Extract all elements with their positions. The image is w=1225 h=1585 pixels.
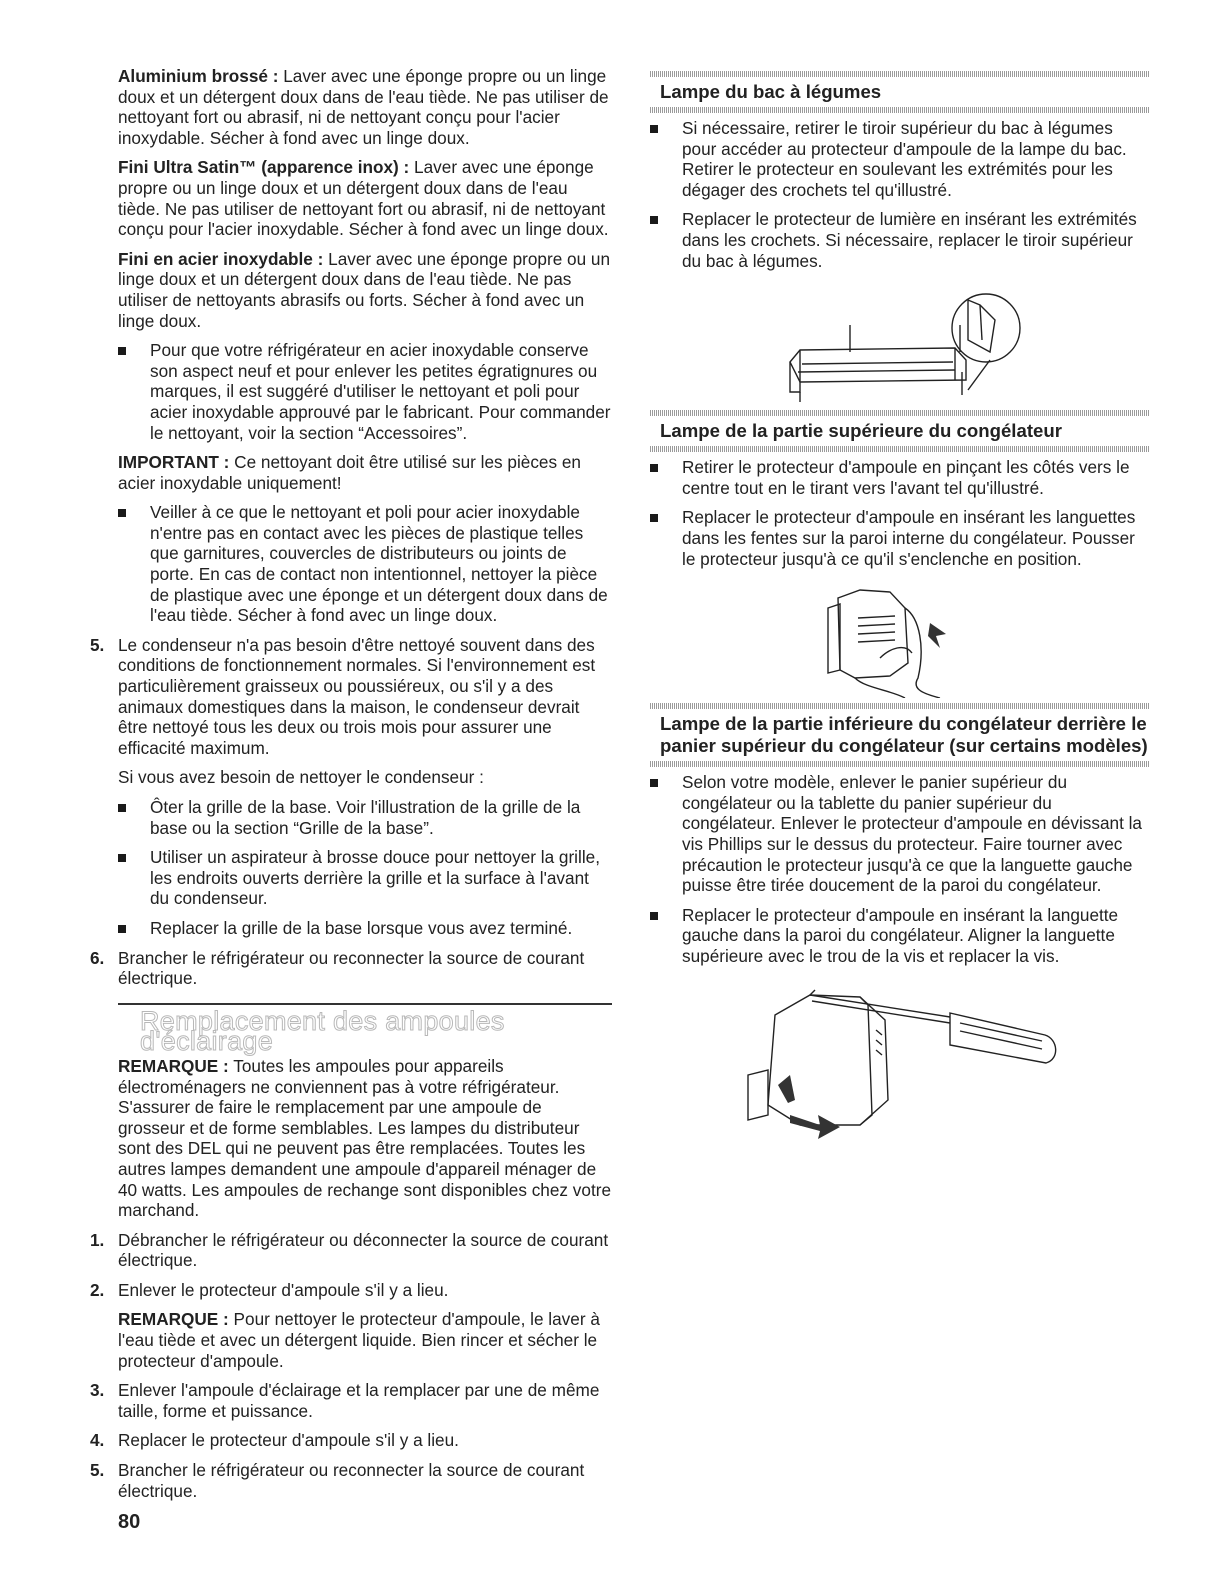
bullet-plastic-warning: Veiller à ce que le nettoyant et poli pour acier inoxydable n'entre pas en contact avec les pièces de plastique telles que garnitures, couvercles de distributeurs ou joints de porte. En cas de contact non intentionnel, nettoyer la pièce de plastique avec une éponge et un détergent doux dans de l'eau tiède. Sécher à fond avec un linge doux. [118, 502, 612, 626]
bullet-freezer-bottom-replace: Replacer le protecteur d'ampoule en insérant la languette gauche dans la paroi du congélateur. Aligner la languette supérieure avec le trou de la vis et replacer la vis. [650, 905, 1150, 967]
bullet-crisper-replace: Replacer le protecteur de lumière en insérant les extrémités dans les crochets. Si nécessaire, replacer le tiroir supérieur du bac à légumes. [650, 209, 1150, 271]
important-paragraph [118, 452, 612, 493]
remark-text: Pour nettoyer le protecteur d'ampoule, le laver à l'eau tiède et avec un détergent liquide. Bien rincer et sécher le protecteur d'ampoule. [118, 1309, 600, 1371]
brushed-aluminum-text: Laver avec une éponge propre ou un linge doux et un détergent doux dans de l'eau tiède. Ne pas utiliser de nettoyant fort ou abrasif, ni de nettoyant conçu pour l'acier inoxydable. Sécher à fond avec un linge doux. [118, 66, 609, 148]
ultra-satin-paragraph [118, 157, 612, 239]
right-column [650, 66, 1150, 1150]
bullet-vacuum: Utiliser un aspirateur à brosse douce pour nettoyer la grille, les endroits ouverts derrière la grille et la surface à l'avant du condenseur. [118, 847, 612, 909]
remark-text: Toutes les ampoules pour appareils électroménagers ne conviennent pas à votre réfrigérateur. S'assurer de faire le remplacement par une ampoule de grosseur et de forme semblables. Les lampes du distributeur sont des DEL qui ne peuvent pas être remplacées. Toutes les autres lampes demandent une ampoule d'appareil ménager de 40 watts. Les ampoules de rechange sont disponibles chez votre marchand. [118, 1055, 612, 1221]
ultra-satin-text: Laver avec une éponge propre ou un linge doux et un détergent doux dans de l'eau tiède. Ne pas utiliser de nettoyant fort ou abrasif, ni de nettoyant conçu pour l'acier inoxydable. Sécher à fond avec un linge doux. [118, 157, 609, 240]
crisper-lamp-heading: Lampe du bac à légumes [660, 81, 882, 102]
condenser-intro: Si vous avez besoin de nettoyer le condenseur : [118, 767, 484, 788]
bullet-freezer-top-replace: Replacer le protecteur d'ampoule en insérant les languettes dans les fentes sur la paroi interne du congélateur. Pousser le protecteur jusqu'à ce qu'il s'enclenche en position. [650, 507, 1150, 569]
step-6-reconnect [90, 947, 612, 989]
important-text: Ce nettoyant doit être utilisé sur les pièces en acier inoxydable uniquement! [118, 452, 581, 493]
step-text: Le condenseur n'a pas besoin d'être nettoyé souvent dans des conditions de fonctionnement normales. Si l'environnement est particulièrement graisseux ou poussiéreux, ou s'il y a des animaux domestiques dans la maison, le condenseur devrait être nettoyé tous les deux ou trois mois pour assurer une efficacité maximum. [118, 634, 596, 758]
step-number: 5. [90, 1460, 105, 1481]
freezer-top-lamp-illustration [650, 578, 1150, 698]
step-number: 3. [90, 1380, 105, 1401]
remark-label: REMARQUE : [118, 1309, 229, 1330]
step-text: Brancher le réfrigérateur ou reconnecter la source de courant électrique. [118, 1460, 585, 1501]
bullet-cleaner-recommendation: Pour que votre réfrigérateur en acier inoxydable conserve son aspect neuf et pour enlever les petites égratignures ou marques, il est suggéré d'utiliser le nettoyant et poli pour acier inoxydable approuvé par le fabricant. Pour commander le nettoyant, voir la section “Accessoires”. [118, 340, 612, 443]
step-number: 5. [90, 634, 105, 655]
bullet-freezer-bottom-remove: Selon votre modèle, enlever le panier supérieur du congélateur ou la tablette du panier supérieur du congélateur. Enlever le protecteur d'ampoule en dévissant la vis Phillips sur le dessus du protecteur. Faire tourner avec précaution le protecteur jusqu'à ce que la languette gauche puisse être tirée doucement de la paroi du congélateur. [650, 772, 1150, 896]
section-title: Remplacement des ampoules d'éclairage [140, 1005, 505, 1057]
step-number: 2. [90, 1279, 105, 1300]
bullet-freezer-top-remove: Retirer le protecteur d'ampoule en pinçant les côtés vers le centre tout en le tirant vers l'avant tel qu'illustré. [650, 457, 1150, 498]
hatch-rule [650, 410, 1150, 416]
bulb-step-2 [90, 1279, 612, 1301]
step-number: 4. [90, 1430, 105, 1451]
brushed-aluminum-label: Aluminium brossé : [118, 66, 279, 86]
step-text: Enlever l'ampoule d'éclairage et la remplacer par une de même taille, forme et puissance. [118, 1380, 600, 1421]
stainless-text: Laver avec une éponge propre ou un linge doux et un détergent doux dans de l'eau tiède. Ne pas utiliser de nettoyants abrasifs ou forts. Sécher à fond avec un linge doux. [118, 248, 611, 331]
hatch-rule [650, 761, 1150, 767]
bulb-step-4 [90, 1430, 612, 1451]
step-number: 6. [90, 947, 105, 968]
remark-paragraph [118, 1056, 612, 1221]
freezer-bottom-lamp-illustration [650, 975, 1150, 1150]
bulb-step-1 [90, 1229, 612, 1271]
brushed-aluminum-paragraph [118, 66, 612, 148]
step-text: Débrancher le réfrigérateur ou déconnecter la source de courant électrique. [118, 1229, 609, 1271]
step-5-condenser [90, 634, 612, 759]
hatch-rule [650, 446, 1150, 452]
crisper-lamp-illustration [650, 280, 1150, 405]
hatch-rule [650, 107, 1150, 113]
bulb-step-2-remark [118, 1309, 612, 1371]
bullet-remove-grille: Ôter la grille de la base. Voir l'illustration de la grille de la base ou la section “Grille de la base”. [118, 797, 612, 838]
step-text: Enlever le protecteur d'ampoule s'il y a lieu. [118, 1279, 449, 1300]
section-divider [118, 1003, 612, 1005]
stainless-label: Fini en acier inoxydable : [118, 248, 324, 269]
hatch-rule [650, 71, 1150, 77]
freezer-bottom-lamp-heading: Lampe de la partie inférieure du congélateur derrière le panier supérieur du congélateur (sur certains modèles) [660, 713, 1148, 757]
ultra-satin-label: Fini Ultra Satin™ (apparence inox) : [118, 157, 410, 178]
step-text: Brancher le réfrigérateur ou reconnecter la source de courant électrique. [118, 947, 585, 989]
crisper-lamp-heading-block [650, 71, 1150, 113]
freezer-top-lamp-heading: Lampe de la partie supérieure du congélateur [660, 420, 1062, 442]
step-number: 1. [90, 1229, 105, 1250]
left-column [90, 66, 612, 1510]
freezer-top-lamp-heading-block [650, 410, 1150, 452]
freezer-bottom-lamp-heading-block [650, 703, 1150, 767]
step-text: Replacer le protecteur d'ampoule s'il y a lieu. [118, 1430, 459, 1451]
bulb-step-3 [90, 1380, 612, 1421]
bulb-step-5 [90, 1460, 612, 1501]
hatch-rule [650, 703, 1150, 709]
bullet-replace-grille: Replacer la grille de la base lorsque vous avez terminé. [118, 918, 612, 939]
page-number: 80 [118, 1511, 141, 1533]
bullet-crisper-remove: Si nécessaire, retirer le tiroir supérieur du bac à légumes pour accéder au protecteur d'ampoule de la lampe du bac. Retirer le protecteur en soulevant les extrémités pour les dégager des crochets tel qu'illustré. [650, 118, 1150, 200]
remark-label: REMARQUE : [118, 1055, 229, 1076]
important-label: IMPORTANT : [118, 452, 230, 473]
stainless-paragraph [118, 249, 612, 331]
